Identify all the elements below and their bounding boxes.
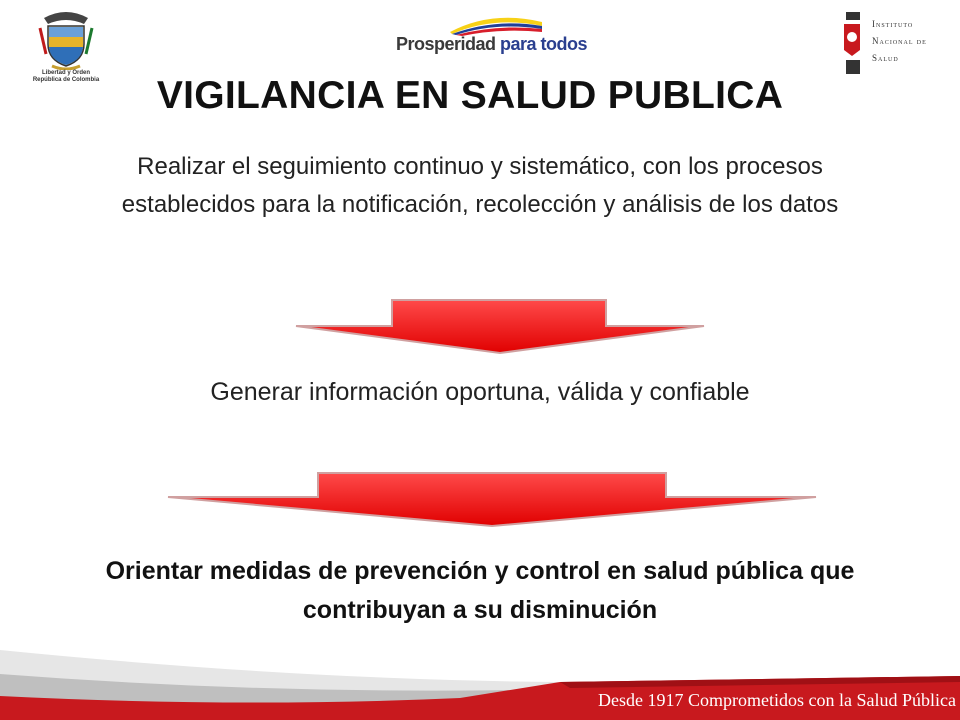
brand-main-text: Prosperidad [396, 34, 501, 54]
down-arrow-icon [164, 471, 820, 529]
step-2-text: Generar información oportuna, válida y confiable [210, 378, 750, 406]
brand-accent-text: para todos [500, 34, 588, 54]
ins-emblem-icon [840, 10, 870, 76]
down-arrow-icon [292, 298, 708, 356]
coat-of-arms-icon [34, 8, 98, 70]
ins-line-2: Nacional de [872, 36, 927, 46]
ins-line-3: Salud [872, 53, 899, 63]
ins-logo [840, 10, 950, 80]
footer-tagline: Desde 1917 Comprometidos con la Salud Pública [598, 690, 956, 710]
motto-line-1: Libertad y Orden [41, 70, 90, 76]
motto-line-2: República de Colombia [32, 77, 100, 83]
step-1-text: Realizar el seguimiento continuo y sistemático, con los procesos establecidos para la notificación, recolección y análisis de los datos [121, 153, 839, 218]
ins-logo-text [872, 16, 927, 67]
slide-title: VIGILANCIA EN SALUD PUBLICA [156, 74, 784, 117]
colombia-coat-of-arms-logo [32, 8, 100, 83]
prosperidad-logo-text [396, 34, 587, 55]
ins-line-1: Instituto [872, 19, 914, 29]
prosperidad-logo [392, 8, 588, 60]
step-3-text: Orientar medidas de prevención y control en salud pública que contribuyan a su disminución [105, 557, 855, 624]
